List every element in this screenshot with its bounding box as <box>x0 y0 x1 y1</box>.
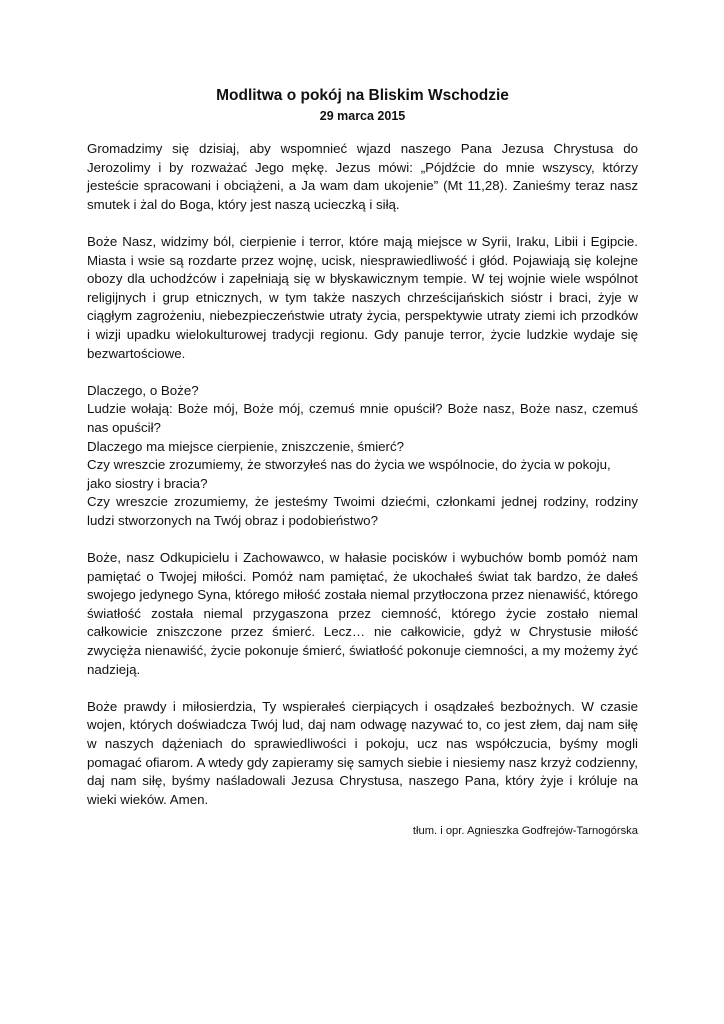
question-line: Dlaczego ma miejsce cierpienie, zniszczenie, śmierć? <box>87 438 405 454</box>
paragraph-redeemer: Boże, nasz Odkupicielu i Zachowawco, w hałasie pocisków i wybuchów bomb pomóż nam pamiętać o Twojej miłości. Pomóż nam pamiętać, że ukochałeś świat tak bardzo, że dałeś swojego jedynego Syna, którego miłość została niemal przytłoczona przez nienawiść, którego światłość została niemal przygaszona przez ciemność, którego życie zostało niemal całkowicie zniszczone przez śmierć. Lecz… nie całkowicie, gdyż w Chrystusie miłość zwycięża nienawiść, życie pokonuje śmierć, światłość pokonuje ciemności, a my możemy żyć nadzieją. <box>87 550 638 677</box>
document-page <box>87 86 638 851</box>
paragraph-truth-mercy: Boże prawdy i miłosierdzia, Ty wspierałeś cierpiących i osądzałeś bezbożnych. W czasie wojen, których doświadcza Twój lud, daj nam odwagę nazywać to, co jest złem, daj nam siłę w naszych dążeniach do sprawiedliwości i pokoju, ucz nas współczucia, byśmy mogli pomagać ofiarom. A wtedy gdy zapieramy się samych siebie i niesiemy nasz krzyż codzienny, daj nam siłę, byśmy naśladowali Jezusa Chrystusa, naszego Pana, który żyje i króluje na wieki wieków. Amen. <box>87 698 638 807</box>
paragraph-suffering: Boże Nasz, widzimy ból, cierpienie i terror, które mają miejsce w Syrii, Iraku, Libii i Egipcie. Miasta i wsie są rozdarte przez wojnę, ucisk, niesprawiedliwość i głód. Pojawiają się kolejne obozy dla uchodźców i zapełniają się w błyskawicznym tempie. W tej wojnie wiele wspólnot religijnych i grup etnicznych, w tym także naszych chrześcijańskich sióstr i braci, żyje w ciągłym zagrożeniu, niebezpieczeństwie utraty życia, perspektywie utraty ziemi ich przodków i wizji upadku wielokulturowej tradycji regionu. Gdy panuje terror, życie ludzkie wydaje się bezwartościowe. <box>87 233 638 361</box>
question-line: Dlaczego, o Boże? <box>87 382 199 398</box>
translator-signature: tłum. i opr. Agnieszka Godfrejów-Tarnogórska <box>412 825 638 838</box>
paragraph-questions <box>87 382 638 531</box>
question-line: Ludzie wołają: Boże mój, Boże mój, czemuś mnie opuścił? Boże nasz, Boże nasz, czemuś nas opuścił? <box>87 401 638 435</box>
paragraph-intro: Gromadzimy się dzisiaj, aby wspomnieć wjazd naszego Pana Jezusa Chrystusa do Jerozolimy i by rozważać Jego mękę. Jezus mówi: „Pójdźcie do mnie wszyscy, którzy jesteście spracowani i obciążeni, a Ja wam dam ukojenie” (Mt 11,28). Zanieśmy teraz nasz smutek i żal do Boga, który jest naszą ucieczką i siłą. <box>87 141 638 212</box>
document-title: Modlitwa o pokój na Bliskim Wschodzie <box>216 87 509 104</box>
document-date: 29 marca 2015 <box>319 109 406 123</box>
question-line: Czy wreszcie zrozumiemy, że stworzyłeś nas do życia we wspólnocie, do życia w pokoju, jako siostry i bracia? <box>87 457 611 491</box>
question-line: Czy wreszcie zrozumiemy, że jesteśmy Twoimi dziećmi, członkami jednej rodziny, rodziny ludzi stworzonych na Twój obraz i podobieństwo? <box>87 494 638 528</box>
